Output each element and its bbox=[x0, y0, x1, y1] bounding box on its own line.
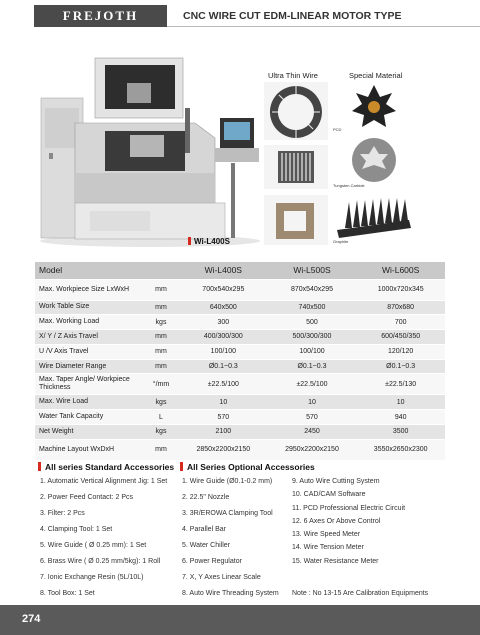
table-row: Max. Taper Angle/ Workpiece Thickness °/mm ±22.5/100 ±22.5/100 ±22.5/130 bbox=[35, 374, 445, 395]
special-material-pcd bbox=[331, 82, 417, 134]
special-material-graphite bbox=[331, 192, 417, 245]
optional-accessories-list-right bbox=[292, 477, 405, 570]
machine-caption: Wi-L400S bbox=[188, 237, 230, 246]
header-wi-l500s: Wi-L500S bbox=[268, 262, 357, 279]
standard-accessories-title: All series Standard Accessories bbox=[38, 462, 174, 472]
table-row: Work Table Size mm 640x500 740x500 870x680 bbox=[35, 300, 445, 315]
list-item: 6. Power Regulator bbox=[182, 558, 242, 565]
header-wi-l400s: Wi-L400S bbox=[179, 262, 268, 279]
list-item: 5. Wire Guide ( Ø 0.25 mm): 1 Set bbox=[40, 542, 147, 549]
list-item: 2. Power Feed Contact: 2 Pcs bbox=[40, 494, 133, 501]
list-item: 13. Wire Speed Meter bbox=[292, 531, 361, 539]
label-special-material: Special Material bbox=[349, 71, 403, 80]
list-item: 1. Automatic Vertical Alignment Jig: 1 Set bbox=[40, 478, 168, 485]
table-row: Water Tank Capacity L 570 570 940 bbox=[35, 410, 445, 425]
table-row: Wire Diameter Range mm Ø0.1~0.3 Ø0.1~0.3 Ø0.1~0.3 bbox=[35, 359, 445, 374]
table-row: Max. Working Load kgs 300 500 700 bbox=[35, 315, 445, 330]
table-row: Machine Layout WxDxH mm 2850x2200x2150 2950x2200x2150 3550x2650x2300 bbox=[35, 439, 445, 460]
list-item: 4. Clamping Tool: 1 Set bbox=[40, 526, 113, 533]
ultra-thin-wire-sample-2 bbox=[264, 145, 328, 189]
list-item: 8. Tool Box: 1 Set bbox=[40, 590, 95, 597]
header-wi-l600s: Wi-L600S bbox=[356, 262, 445, 279]
list-item: 10. CAD/CAM Software bbox=[292, 491, 366, 499]
brand-logo: FREJOTH bbox=[34, 5, 167, 27]
list-item: 1. Wire Guide (Ø0.1-0.2 mm) bbox=[182, 478, 273, 485]
spec-table-header bbox=[35, 262, 445, 279]
optional-accessories-title: All Series Optional Accessories bbox=[180, 462, 315, 472]
list-item: 3. Filter: 2 Pcs bbox=[40, 510, 85, 517]
list-item: 15. Water Resistance Meter bbox=[292, 557, 379, 565]
header-model: Model bbox=[35, 262, 143, 279]
list-item: 8. Auto Wire Threading System bbox=[182, 590, 279, 597]
table-row: Max. Wire Load kgs 10 10 10 bbox=[35, 395, 445, 410]
list-item: 14. Wire Tension Meter bbox=[292, 544, 364, 552]
page-number: 274 bbox=[22, 613, 41, 625]
calibration-note: Note : No 13-15 Are Calibration Equipments bbox=[292, 590, 429, 597]
table-row: X/ Y / Z Axis Travel mm 400/300/300 500/300/300 600/450/350 bbox=[35, 330, 445, 345]
list-item: 3. 3R/EROWA Clamping Tool bbox=[182, 510, 273, 517]
list-item: 7. Ionic Exchange Resin (5L/10L) bbox=[40, 574, 144, 581]
ultra-thin-wire-sample-1 bbox=[264, 82, 328, 140]
page-title: CNC WIRE CUT EDM-LINEAR MOTOR TYPE bbox=[167, 5, 480, 27]
list-item: 12. 6 Axes Or Above Control bbox=[292, 517, 381, 525]
list-item: 11. PCD Professional Electric Circuit bbox=[292, 504, 406, 512]
table-row: Max. Workpiece Size LxWxH mm 700x540x295 870x540x295 1000x720x345 bbox=[35, 279, 445, 300]
table-row: U /V Axis Travel mm 100/100 100/100 120/120 bbox=[35, 344, 445, 359]
optional-accessories-list-left bbox=[182, 477, 279, 605]
standard-accessories-list bbox=[40, 477, 167, 605]
special-material-tungsten-carbide bbox=[331, 136, 417, 190]
label-ultra-thin-wire: Ultra Thin Wire bbox=[268, 71, 318, 80]
list-item: 7. X, Y Axes Linear Scale bbox=[182, 574, 261, 581]
list-item: 9. Auto Wire Cutting System bbox=[292, 478, 380, 485]
label-pcd: PCD bbox=[333, 127, 342, 132]
ultra-thin-wire-sample-3 bbox=[264, 195, 328, 245]
table-row: Net Weight kgs 2100 2450 3500 bbox=[35, 425, 445, 440]
label-graphite: Graphite bbox=[333, 239, 349, 244]
page-header bbox=[0, 0, 480, 30]
header-unit bbox=[143, 262, 179, 279]
list-item: 4. Parallel Bar bbox=[182, 526, 226, 533]
label-tungsten-carbide: Tungsten Carbide bbox=[333, 183, 365, 188]
page-footer bbox=[0, 605, 480, 635]
list-item: 2. 22.5" Nozzle bbox=[182, 494, 230, 501]
list-item: 5. Water Chiller bbox=[182, 542, 230, 549]
machine-image bbox=[35, 53, 260, 248]
spec-table bbox=[35, 262, 445, 461]
list-item: 6. Brass Wire ( Ø 0.25 mm/5kg): 1 Roll bbox=[40, 558, 161, 565]
